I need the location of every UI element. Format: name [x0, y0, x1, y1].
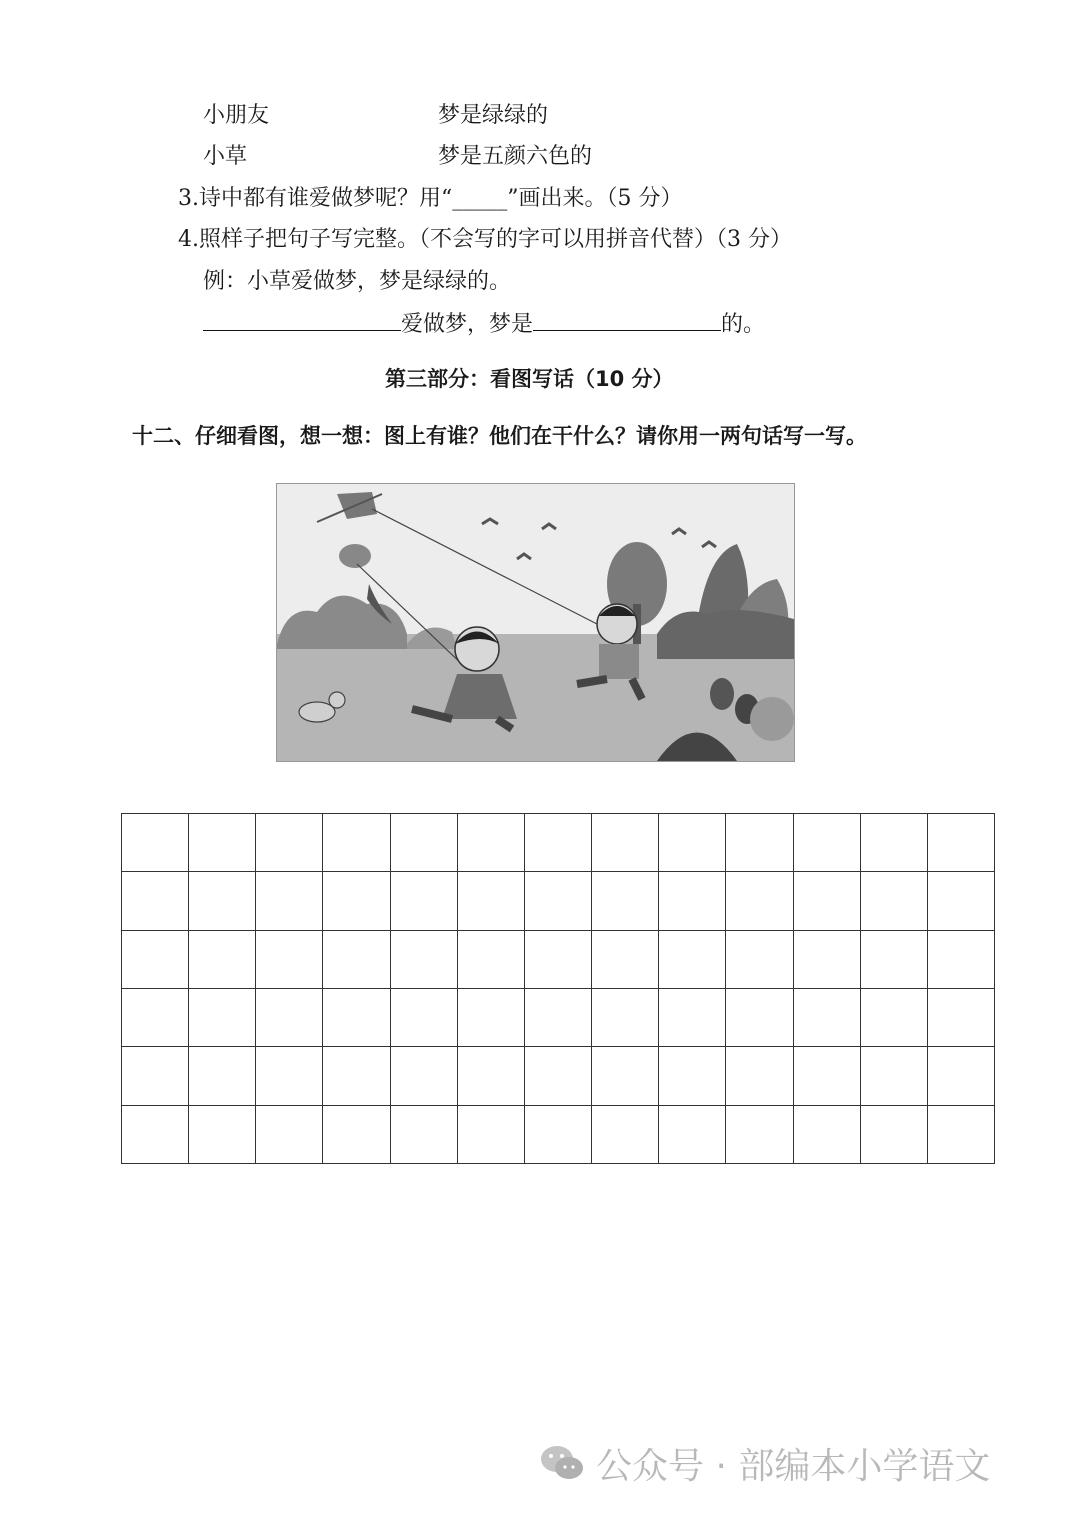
- grid-cell[interactable]: [458, 1106, 525, 1164]
- grid-cell[interactable]: [458, 1047, 525, 1105]
- grid-cell[interactable]: [122, 989, 189, 1047]
- match-right-1: 梦是绿绿的: [438, 103, 549, 128]
- grid-cell[interactable]: [592, 931, 659, 989]
- grid-cell[interactable]: [189, 1047, 256, 1105]
- grid-cell[interactable]: [861, 872, 928, 930]
- grid-cell[interactable]: [525, 872, 592, 930]
- grid-cell[interactable]: [659, 814, 726, 872]
- question-4-fill-line: [203, 308, 765, 340]
- grid-cell[interactable]: [122, 872, 189, 930]
- grid-cell[interactable]: [323, 814, 390, 872]
- question-4-example: 例：小草爱做梦，梦是绿绿的。: [203, 269, 512, 294]
- grid-cell[interactable]: [928, 931, 995, 989]
- grid-cell[interactable]: [323, 989, 390, 1047]
- grid-cell[interactable]: [659, 931, 726, 989]
- dog: [299, 702, 335, 722]
- question-4-number: 4.: [178, 227, 199, 252]
- grid-cell[interactable]: [592, 872, 659, 930]
- grid-cell[interactable]: [928, 989, 995, 1047]
- grid-cell[interactable]: [659, 989, 726, 1047]
- grid-cell[interactable]: [726, 814, 793, 872]
- grid-cell[interactable]: [391, 814, 458, 872]
- question-3-text-after: ”画出来。（5 分）: [507, 186, 683, 211]
- flower-cluster: [750, 697, 794, 741]
- grid-cell[interactable]: [323, 1106, 390, 1164]
- grid-cell[interactable]: [391, 872, 458, 930]
- grid-cell[interactable]: [256, 1106, 323, 1164]
- grid-cell[interactable]: [794, 931, 861, 989]
- grid-cell[interactable]: [391, 1047, 458, 1105]
- grid-cell[interactable]: [525, 931, 592, 989]
- grid-cell[interactable]: [928, 814, 995, 872]
- grid-cell[interactable]: [525, 1106, 592, 1164]
- watermark: [540, 1438, 990, 1488]
- grid-cell[interactable]: [726, 1047, 793, 1105]
- grid-cell[interactable]: [256, 1047, 323, 1105]
- grid-cell[interactable]: [861, 814, 928, 872]
- grid-cell[interactable]: [592, 1106, 659, 1164]
- grid-cell[interactable]: [928, 1106, 995, 1164]
- question-3: [178, 184, 683, 214]
- grid-cell[interactable]: [861, 1106, 928, 1164]
- grid-cell[interactable]: [659, 872, 726, 930]
- grid-cell[interactable]: [256, 989, 323, 1047]
- grid-cell[interactable]: [726, 1106, 793, 1164]
- question-4-text: 照样子把句子写完整。（不会写的字可以用拼音代替）（3 分）: [199, 227, 792, 252]
- grid-cell[interactable]: [122, 931, 189, 989]
- answer-blank-1[interactable]: [203, 308, 401, 331]
- grid-cell[interactable]: [458, 872, 525, 930]
- grid-cell[interactable]: [592, 989, 659, 1047]
- grid-cell[interactable]: [794, 872, 861, 930]
- grid-cell[interactable]: [391, 931, 458, 989]
- fill-mid-text: 爱做梦，梦是: [401, 312, 534, 337]
- boy-leg-back: [577, 679, 607, 684]
- grid-cell[interactable]: [256, 872, 323, 930]
- grid-cell[interactable]: [726, 931, 793, 989]
- match-right-2: 梦是五颜六色的: [438, 144, 593, 169]
- grid-cell[interactable]: [592, 814, 659, 872]
- grid-cell[interactable]: [861, 989, 928, 1047]
- grid-cell[interactable]: [189, 989, 256, 1047]
- fish-kite: [339, 544, 371, 568]
- grid-cell[interactable]: [592, 1047, 659, 1105]
- grid-cell[interactable]: [189, 1106, 256, 1164]
- grid-cell[interactable]: [794, 814, 861, 872]
- fill-end-text: 的。: [721, 312, 766, 337]
- grid-cell[interactable]: [122, 1106, 189, 1164]
- question-3-text-before: 诗中都有谁爱做梦呢？用“: [199, 186, 453, 211]
- question-3-number: 3.: [178, 186, 199, 211]
- wechat-icon: [540, 1444, 584, 1482]
- watermark-text: 公众号 · 部编本小学语文: [596, 1445, 991, 1487]
- illustration-svg: [277, 484, 794, 761]
- grid-cell[interactable]: [256, 814, 323, 872]
- grid-cell[interactable]: [525, 814, 592, 872]
- grid-cell[interactable]: [458, 931, 525, 989]
- section-title: 第三部分：看图写话（10 分）: [385, 367, 674, 391]
- grid-cell[interactable]: [391, 989, 458, 1047]
- grid-cell[interactable]: [861, 1047, 928, 1105]
- grid-cell[interactable]: [794, 989, 861, 1047]
- question-4: [178, 225, 792, 255]
- grid-cell[interactable]: [189, 931, 256, 989]
- grid-cell[interactable]: [928, 1047, 995, 1105]
- grid-cell[interactable]: [256, 931, 323, 989]
- kite-flying-illustration: [276, 483, 795, 762]
- grid-cell[interactable]: [525, 1047, 592, 1105]
- grid-cell[interactable]: [458, 814, 525, 872]
- grid-cell[interactable]: [323, 931, 390, 989]
- match-left-1: 小朋友: [203, 103, 270, 128]
- grid-cell[interactable]: [323, 1047, 390, 1105]
- question-12: 十二、仔细看图，想一想：图上有谁？他们在干什么？请你用一两句话写一写。: [132, 424, 867, 448]
- boy-shirt: [599, 644, 639, 679]
- grid-cell[interactable]: [659, 1047, 726, 1105]
- grid-cell[interactable]: [794, 1047, 861, 1105]
- grid-cell[interactable]: [122, 1047, 189, 1105]
- grid-cell[interactable]: [189, 872, 256, 930]
- grid-cell[interactable]: [928, 872, 995, 930]
- grid-cell[interactable]: [794, 1106, 861, 1164]
- grid-cell[interactable]: [323, 872, 390, 930]
- grid-cell[interactable]: [189, 814, 256, 872]
- grid-cell[interactable]: [659, 1106, 726, 1164]
- match-left-2: 小草: [203, 144, 248, 169]
- grid-cell[interactable]: [525, 989, 592, 1047]
- answer-blank-2[interactable]: [533, 308, 721, 331]
- grid-cell[interactable]: [122, 814, 189, 872]
- grid-cell[interactable]: [726, 989, 793, 1047]
- grid-cell[interactable]: [458, 989, 525, 1047]
- writing-grid: [121, 813, 995, 1164]
- question-3-underline: _____: [452, 186, 508, 211]
- grid-cell[interactable]: [726, 872, 793, 930]
- grid-cell[interactable]: [391, 1106, 458, 1164]
- bush-right: [657, 610, 794, 659]
- tulip-1: [710, 678, 734, 710]
- grid-cell[interactable]: [861, 931, 928, 989]
